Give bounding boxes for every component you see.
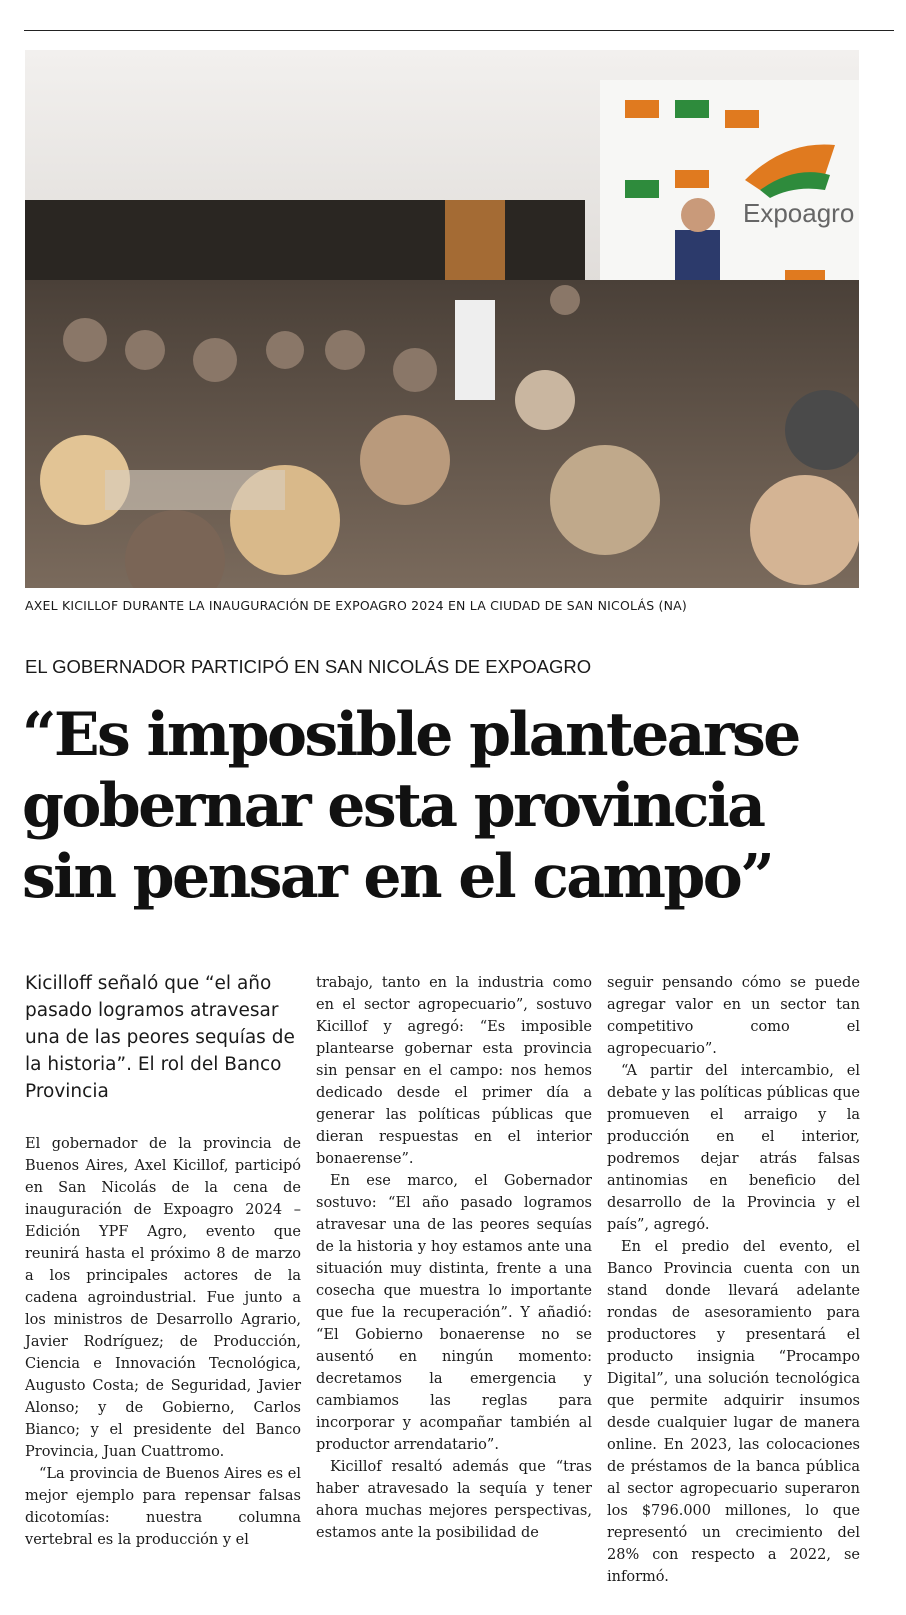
svg-text:Expoagro: Expoagro xyxy=(743,198,855,228)
headline xyxy=(22,700,892,913)
column-2 xyxy=(316,972,592,1544)
headline-line: “Es imposible plantearse xyxy=(22,700,799,770)
headline-line: gobernar esta provincia xyxy=(22,771,764,841)
column-3 xyxy=(607,972,860,1588)
paragraph: “A partir del intercambio, el debate y las políticas públicas que promueven el arraigo y la producción en el interior, podremos dejar atrás falsas antinomias en beneficio del desarrollo de la Provincia y el país”, agregó. xyxy=(607,1063,860,1233)
paragraph: En el predio del evento, el Banco Provincia cuenta con un stand donde llevará adelante rondas de asesoramiento para productores y presentará el producto insignia “Procampo Digital”, una solución tecnológica que permite adquirir insumos desde cualquier lugar de manera online. En 2023, las colocaciones de préstamos de la banca pública al sector agropecuario superaron los $796.000 millones, lo que representó un crecimiento del 28% con respecto a 2022, se informó. xyxy=(607,1239,860,1585)
photo-caption: AXEL KICILLOF DURANTE LA INAUGURACIÓN DE EXPOAGRO 2024 EN LA CIUDAD DE SAN NICOLÁS (NA) xyxy=(25,598,687,613)
paragraph: En ese marco, el Gobernador sostuvo: “El año pasado logramos atravesar una de las peores sequías de la historia y hoy estamos ante una situación muy distinta, frente a una cosecha que muestra lo importante que fue la recuperación”. Y añadió: “El Gobierno bonaerense no se ausentó en ningún momento: decretamos la emergencia y cambiamos las reglas para incorporar y acompañar también al productor arrendatario”. xyxy=(316,1173,592,1453)
paragraph: Kicillof resaltó además que “tras haber atravesado la sequía y tener ahora muchas mejores perspectivas, estamos ante la posibilidad de xyxy=(316,1459,592,1541)
kicker: EL GOBERNADOR PARTICIPÓ EN SAN NICOLÁS DE EXPOAGRO xyxy=(25,656,592,677)
photo-illustration xyxy=(25,50,859,588)
headline-line: sin pensar en el campo” xyxy=(22,842,773,912)
paragraph: El gobernador de la provincia de Buenos Aires, Axel Kicillof, participó en San Nicolás de la cena de inauguración de Expoagro 2024 – Edición YPF Agro, evento que reunirá hasta el próximo 8 de marzo a los principales actores de la cadena agroindustrial. Fue junto a los ministros de Desarrollo Agrario, Javier Rodríguez; de Producción, Ciencia e Innovación Tecnológica, Augusto Costa; de Seguridad, Javier Alonso; y de Gobierno, Carlos Bianco; y el presidente del Banco Provincia, Juan Cuattromo. xyxy=(25,1136,301,1460)
event-photo xyxy=(25,50,859,588)
column-1 xyxy=(25,970,301,1551)
paragraph: seguir pensando cómo se puede agregar valor en un sector tan competitivo como el agropecuario”. xyxy=(607,975,860,1057)
paragraph: trabajo, tanto en la industria como en el sector agropecuario”, sostuvo Kicillof y agregó: “Es imposible plantearse gobernar esta provincia sin pensar en el campo: nos hemos dedicado desde el primer día a generar las políticas públicas que dieran respuestas en el interior bonaerense”. xyxy=(316,975,592,1167)
top-rule xyxy=(24,30,894,31)
paragraph: “La provincia de Buenos Aires es el mejor ejemplo para repensar falsas dicotomías: nuestra columna vertebral es la producción y el xyxy=(25,1466,301,1548)
summary: Kicilloff señaló que “el año pasado logramos atravesar una de las peores sequías de la historia”. El rol del Banco Provincia xyxy=(25,973,295,1102)
